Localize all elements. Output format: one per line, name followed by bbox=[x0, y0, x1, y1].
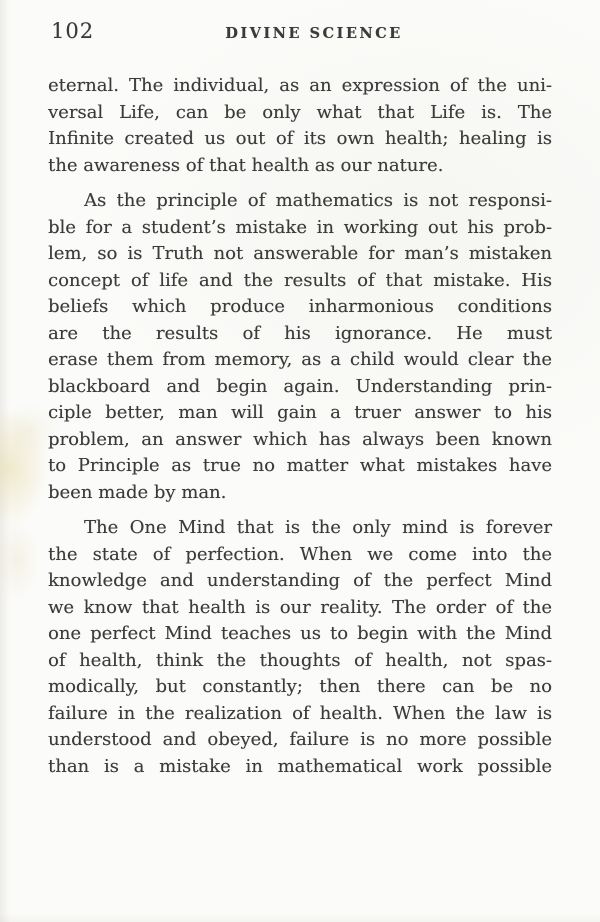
text-line: than is a mistake in mathematical work possible bbox=[48, 755, 552, 777]
running-header bbox=[48, 0, 552, 45]
text-line: failure in the realization of health. When the law is bbox=[48, 702, 552, 724]
text-line: are the results of his ignorance. He must bbox=[48, 322, 552, 344]
body-text bbox=[48, 73, 552, 780]
text-line: lem, so is Truth not answerable for man’s mistaken bbox=[48, 243, 552, 264]
text-line: ciple better, man will gain a truer answer to his bbox=[48, 402, 552, 423]
text-line: The One Mind that is the only mind is forever bbox=[84, 517, 552, 538]
text-line: modically, but constantly; then there can be no bbox=[48, 676, 552, 697]
running-header-title: DIVINE SCIENCE bbox=[225, 25, 403, 42]
text-line: versal Life, can be only what that Life is. The bbox=[48, 101, 552, 123]
text-line: ble for a student’s mistake in working out his prob- bbox=[48, 216, 552, 238]
text-line: to Principle as true no matter what mistakes have bbox=[48, 455, 552, 476]
text-line: been made by man. bbox=[48, 481, 227, 503]
paragraph bbox=[48, 73, 552, 179]
text-line: the awareness of that health as our nature. bbox=[48, 154, 444, 176]
text-line: erase them from memory, as a child would clear the bbox=[48, 349, 552, 370]
text-line: knowledge and understanding of the perfect Mind bbox=[48, 570, 552, 591]
text-line: beliefs which produce inharmonious conditions bbox=[48, 296, 552, 317]
text-line: problem, an answer which has always been known bbox=[48, 428, 552, 450]
text-line: blackboard and begin again. Understanding prin- bbox=[48, 375, 552, 397]
text-line: of health, think the thoughts of health, not spas- bbox=[48, 649, 552, 671]
text-line: we know that health is our reality. The order of the bbox=[48, 596, 552, 618]
text-line: Infinite created us out of its own health; healing is bbox=[48, 128, 552, 149]
text-line: the state of perfection. When we come into the bbox=[48, 543, 552, 565]
paragraph bbox=[48, 515, 552, 780]
text-line: understood and obeyed, failure is no more possible bbox=[48, 729, 552, 750]
text-line: concept of life and the results of that mistake. His bbox=[48, 269, 552, 291]
text-line: eternal. The individual, as an expression of the uni- bbox=[48, 75, 552, 96]
text-line: As the principle of mathematics is not responsi- bbox=[84, 190, 552, 211]
text-line: one perfect Mind teaches us to begin with the Mind bbox=[48, 623, 552, 644]
paragraph bbox=[48, 188, 552, 506]
page-number: 102 bbox=[51, 19, 95, 43]
